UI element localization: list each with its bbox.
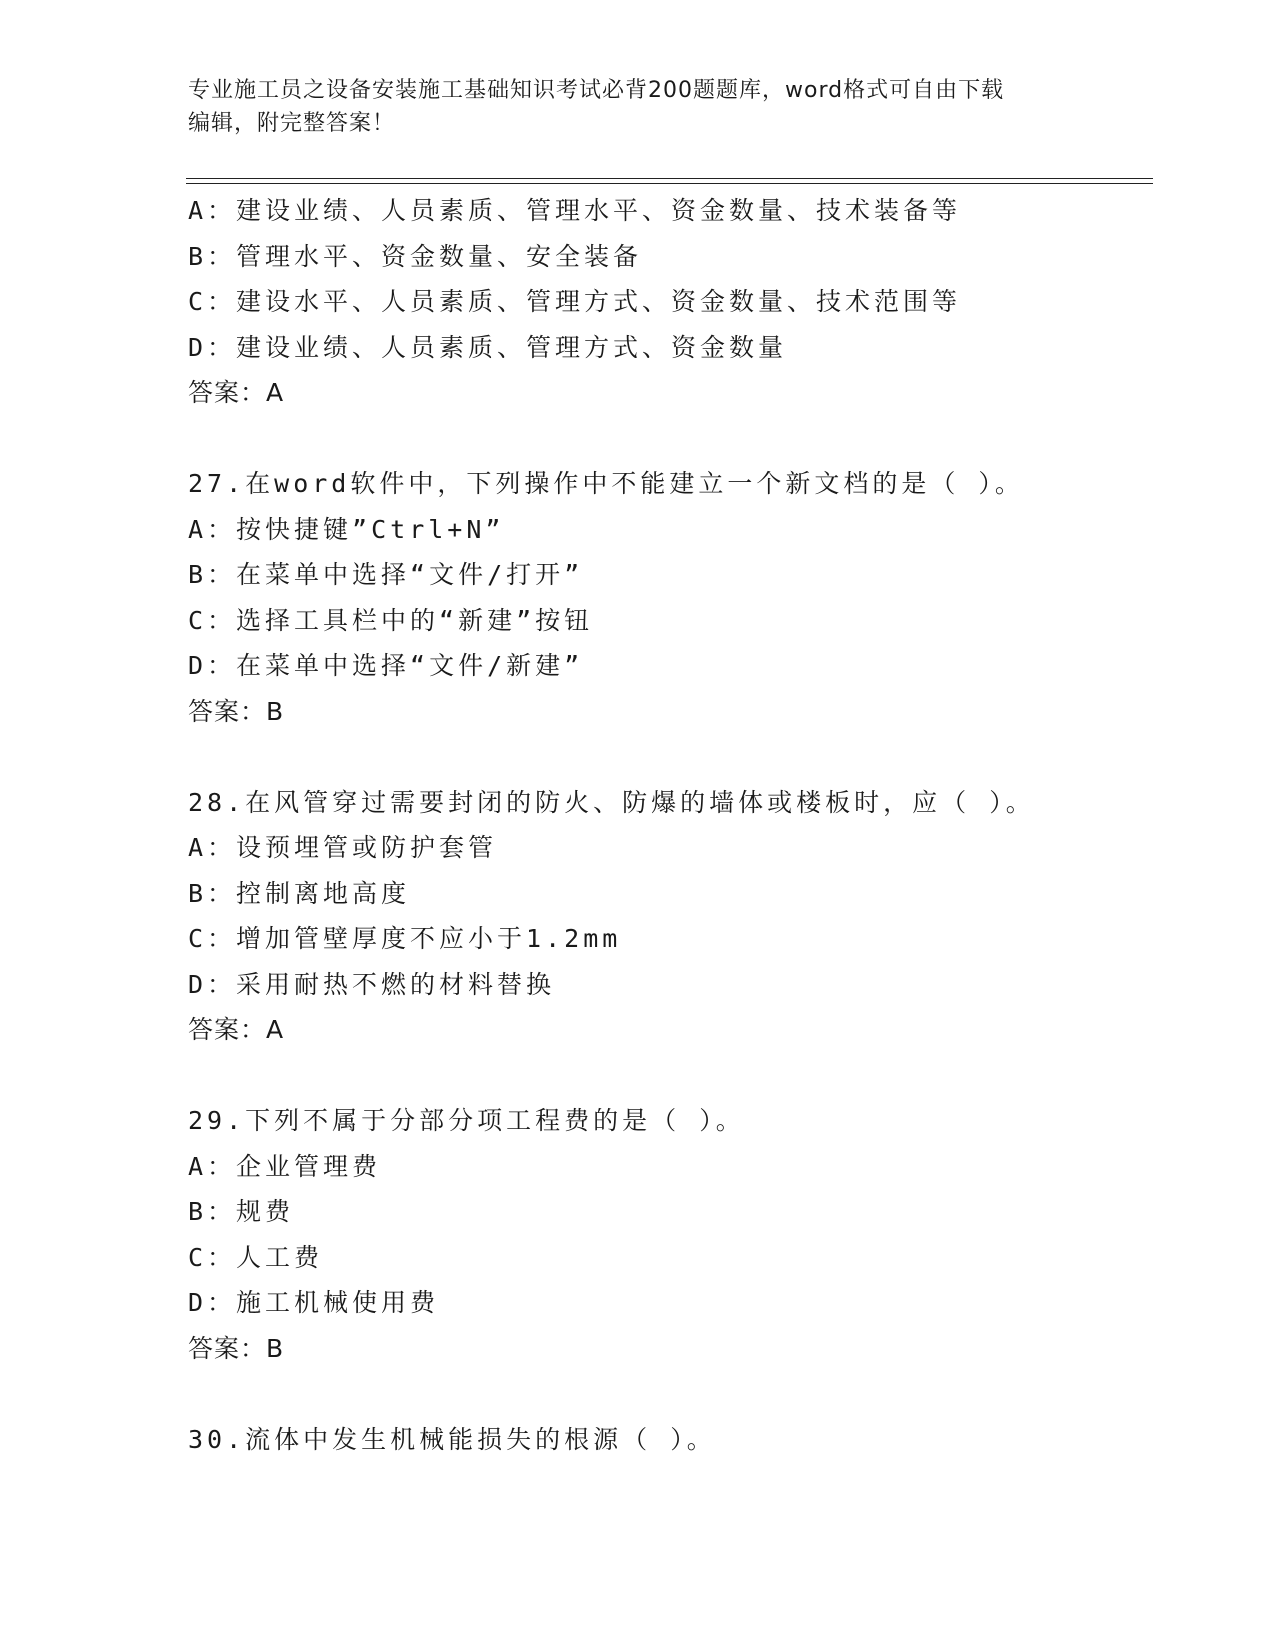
question-29-block <box>188 1098 1188 1371</box>
question-30-block <box>188 1417 1188 1463</box>
header-divider-top <box>186 178 1153 179</box>
option-d: D：建设业绩、人员素质、管理方式、资金数量 <box>188 332 788 362</box>
spacer <box>188 1371 1188 1417</box>
option-c: C：人工费 <box>188 1242 324 1272</box>
question-text: 27.在word软件中，下列操作中不能建立一个新文档的是（ ）。 <box>188 469 1024 498</box>
option-b: B：管理水平、资金数量、安全装备 <box>188 241 643 271</box>
header-divider-bottom <box>186 183 1153 184</box>
answer: 答案：A <box>188 1015 285 1044</box>
answer: 答案：A <box>188 378 285 407</box>
header-title-line-1: 专业施工员之设备安装施工基础知识考试必背200题题库，word格式可自由下载 <box>188 78 1005 103</box>
option-b: B：在菜单中选择“文件/打开” <box>188 560 584 589</box>
option-a: A：企业管理费 <box>188 1151 382 1181</box>
spacer <box>188 734 1188 780</box>
header-title-line-2: 编辑，附完整答案！ <box>188 111 396 136</box>
question-26-block <box>188 188 1188 416</box>
option-a: A：设预埋管或防护套管 <box>188 833 498 862</box>
question-28-block <box>188 780 1188 1053</box>
option-d: D：施工机械使用费 <box>188 1288 440 1317</box>
answer: 答案：B <box>188 696 285 726</box>
option-c: C：选择工具栏中的“新建”按钮 <box>188 605 594 635</box>
option-a: A：按快捷键”Ctrl+N” <box>188 514 505 544</box>
document-header <box>188 74 1068 140</box>
question-text: 28.在风管穿过需要封闭的防火、防爆的墙体或楼板时，应（ ）。 <box>188 787 1035 817</box>
option-c: C：增加管壁厚度不应小于1.2mm <box>188 924 622 953</box>
option-a: A：建设业绩、人员素质、管理水平、资金数量、技术装备等 <box>188 196 962 225</box>
option-c: C：建设水平、人员素质、管理方式、资金数量、技术范围等 <box>188 287 962 316</box>
option-b: B：控制离地高度 <box>188 878 411 908</box>
question-27-block <box>188 461 1188 734</box>
option-d: D：采用耐热不燃的材料替换 <box>188 969 556 999</box>
spacer <box>188 416 1188 462</box>
answer: 答案：B <box>188 1333 285 1363</box>
spacer <box>188 1053 1188 1099</box>
option-b: B：规费 <box>188 1197 295 1226</box>
document-body <box>188 188 1188 1462</box>
question-text: 29.下列不属于分部分项工程费的是（ ）。 <box>188 1106 745 1135</box>
option-d: D：在菜单中选择“文件/新建” <box>188 651 584 680</box>
question-text: 30.流体中发生机械能损失的根源（ ）。 <box>188 1424 716 1454</box>
